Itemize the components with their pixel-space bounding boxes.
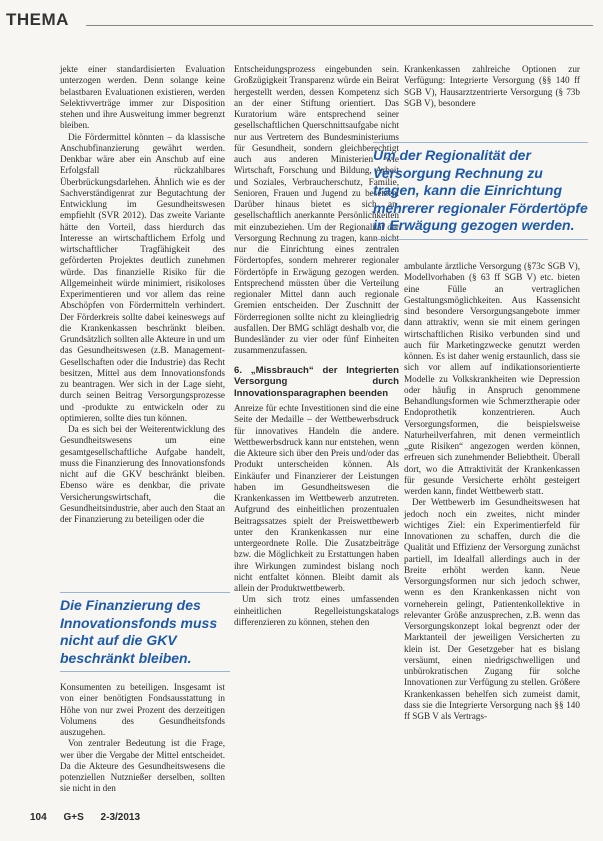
paragraph: jekte einer standardisierten Evaluation unterzogen werden. Denn solange keine belastbaren Evaluationen existieren, werden Selektivverträge immer zur Disposition stehen und ihre Ausweitung immer begrenzt bleiben. bbox=[60, 64, 225, 131]
column-1 bbox=[60, 64, 225, 525]
paragraph: Anreize für echte Investitionen sind die eine Seite der Medaille – der Wettbewerbsdruck für innovatives Handeln die andere. Wettbewerbsdruck kann nur entstehen, wenn die Akteure sich über den Preis und/oder das Produkt unterscheiden können. Als Einkäufer und Finanzierer der Leistungen haben im Gesundheitswesen die Krankenkassen im Wettbewerb anzutreten. Aufgrund des einheitlichen prozentualen Beitragssatzes spielt der Preiswettbewerb unter den Krankenkassen nur eine untergeordnete Rolle. Die Zusatzbeiträge bzw. die Möglichkeit zu Erstattungen haben ihre Wirkungen zumindest bislang noch nicht entfaltet können. Bleibt damit als allein der Produktwettbewerb. bbox=[234, 403, 399, 593]
paragraph: Die Fördermittel könnten – da klassische Anschubfinanzierung gewährt werden. Denkbar wäre aber ein Anschub auf eine Erfolgsfall rückzahlbares Überbrückungsdarlehen. Ähnlich wie es der Sachverständigenrat zur Begutachtung der Entwicklung im Gesundheitswesen empfiehlt (SVR 2012). Das zweite Variante hätte den Vorteil, dass hierdurch das Interesse an wirtschaftlichem Erfolg und wirtschaftlicher Tragfähigkeit des geförderten Projektes deutlich zunehmen würde. Das finanzielle Risiko für die Allgemeinheit würde minimiert, risikoloses Experimentieren und vor allem das reine Abschöpfen von Fördermitteln verhindert. Der Förderkreis sollte dabei keineswegs auf die Krankenkassen beschränkt bleiben. Grundsätzlich sollten alle Akteure in und um das Gesundheitswesen (z.B. Management-Gesellschaften oder die Industrie) das Recht besitzen, Mittel aus dem Innovationsfonds zu beantragen. Wer sich in der Lage sieht, durch seinen Beitrag Versorgungsprozesse und -produkte zu entwickeln oder zu optimieren, sollte dies tun können. bbox=[60, 131, 225, 423]
paragraph: Um sich trotz eines umfassenden einheitlichen Regelleistungskatalogs differenzieren zu können, stehen den bbox=[234, 594, 399, 627]
journal-name: G+S bbox=[63, 812, 84, 823]
pull-quote-financing: Die Finanzierung des Innovationsfonds muss nicht auf die GKV beschränkt bleiben. bbox=[60, 592, 230, 672]
paragraph: Krankenkassen zahlreiche Optionen zur Verfügung: Integrierte Versorgung (§§ 140 ff SGB V), Hausarztzentrierte Versorgung (§ 73b SGB V), besondere bbox=[404, 64, 580, 108]
paragraph: ambulante ärztliche Versorgung (§73c SGB V), Modellvorhaben (§ 63 ff SGB V) etc. bieten eine Fülle an vertraglichen Gestaltungsmöglichkeiten. Aus Kassensicht sind besondere Versorgungsangebote immer dann attraktiv, wenn sie mit einem geringen wirtschaftlichen Risiko verbunden sind und auch für Marketingzwecke genutzt werden können. Es ist daher wenig erstaunlich, dass sie sich vor allem auf indikationsorientierte Modelle zu Volkskrankheiten wie Depression oder häufig in Anspruch genommene Behandlungsformen wie Schmerztherapie oder Endoprothetik konzentrieren. Auch Versorgungsformen, die beispielsweise Naturheilverfahren, mit denen vermeintlich „gute Risiken“ angezogen werden können, erfreuen sich zunehmender Beliebtheit. Überall dort, wo die Attraktivität der Krankenkassen für gesunde Versicherte erhöht gesteigert werden kann, findet Wettbewerb statt. bbox=[404, 261, 580, 496]
subheading-6: 6. „Missbrauch“ der Integrierten Versorgung durch Innovationsparagraphen beenden bbox=[234, 364, 399, 399]
paragraph: Der Wettbewerb im Gesundheitswesen hat jedoch noch ein zweites, nicht minder wichtiges Ziel: ein Experimentierfeld für Innovationen zu schaffen, durch die die Qualität und Effizienz der Versorgung zunächst partiell, im Idealfall allerdings auch in der Breite erhöht werden kann. Neue Versorgungsformen nur sich jedoch schwer, wenn es den Krankenkassen nicht von vorneherein gelingt, Patientenkollektive in relevanter Größe anzusprechen, z.B. wenn das Versorgungskonzept lokal begrenzt oder der Marktanteil der jeweiligen Versicherten zu klein ist. Der Gesetzgeber hat es bislang versäumt, einen niedrigschwelligen und unbürokratischen Zugang für solche Innovationen zur Verfügung zu stellen. Größere Krankenkassen behelfen sich zumeist damit, dass sie die Integrierte Versorgung nach §§ 140 ff SGB V als Vertrags- bbox=[404, 497, 580, 721]
page-footer bbox=[30, 812, 154, 823]
page-number: 104 bbox=[30, 812, 47, 823]
paragraph: Von zentraler Bedeutung ist die Frage, wer über die Vergabe der Mittel entscheidet. Da die Akteure des Gesundheitswesens die potenziellen Nutznießer derselben, sollten sie nicht in den bbox=[60, 738, 225, 794]
section-label: THEMA bbox=[6, 10, 69, 29]
pull-quote-regional: Um der Regionalität der Versorgung Rechnung zu tragen, kann die Einrichtung mehrerer regionaler Fördertöpfe in Erwägung gezogen werden. bbox=[373, 142, 588, 240]
paragraph: Da es sich bei der Weiterentwicklung des Gesundheitswesens um eine gesamtgesellschaftliche Aufgabe handelt, muss die Finanzierung des Innovationsfonds nicht auf die GKV beschränkt bleiben. Ebenso wäre es denkbar, die private Versicherungswirtschaft, die Gesundheitsindustrie, aber auch den Staat an der Finanzierung zu beteiligen oder die bbox=[60, 424, 225, 524]
column-3 bbox=[404, 64, 580, 722]
column-1-continued bbox=[60, 682, 225, 795]
issue-number: 2-3/2013 bbox=[100, 812, 141, 823]
paragraph: Konsumenten zu beteiligen. Insgesamt ist von einer benötigten Fondsausstattung in Höhe von nur zwei Prozent des derzeitigen Volumens des Gesundheitsfonds auszugehen. bbox=[60, 682, 225, 737]
section-rule bbox=[86, 25, 593, 26]
paragraph: Entscheidungsprozess eingebunden sein. Großzügigkeit Transparenz würde ein Beirat hergestellt werden, dessen Kompetenz sich an der einer Stiftung orientiert. Das Kuratorium wäre entsprechend seiner gesellschaftlichen Querschnittsaufgabe nicht nur aus Vertretern des Bundesministeriums für Gesundheit, sondern gleichberechtigt auch aus anderen Ministerien wie Wirtschaft, Forschung und Bildung, Arbeit und Soziales, Verbraucherschutz, Familie, Senioren, Frauen und Jugend zu besetzen. Darüber hinaus bietet es sich an, gesellschaftlich anerkannte Persönlichkeiten mit einzubeziehen. Um der Regionalität der Versorgung Rechnung zu tragen, kann nicht nur die Einrichtung eines zentralen Fördertopfes, sondern mehrerer regionaler Fördertöpfe in Erwägung gezogen werden. Entsprechend müssten über die Verteilung regionaler Mittel dann auch regionale Gremien entscheiden. Der Zuschnitt der Förderregionen sollte nicht zu kleingliedrig ausfallen. Der BMG schlägt deshalb vor, die Bundesländer zu vier oder fünf Einheiten zusammenzufassen. bbox=[234, 64, 399, 356]
